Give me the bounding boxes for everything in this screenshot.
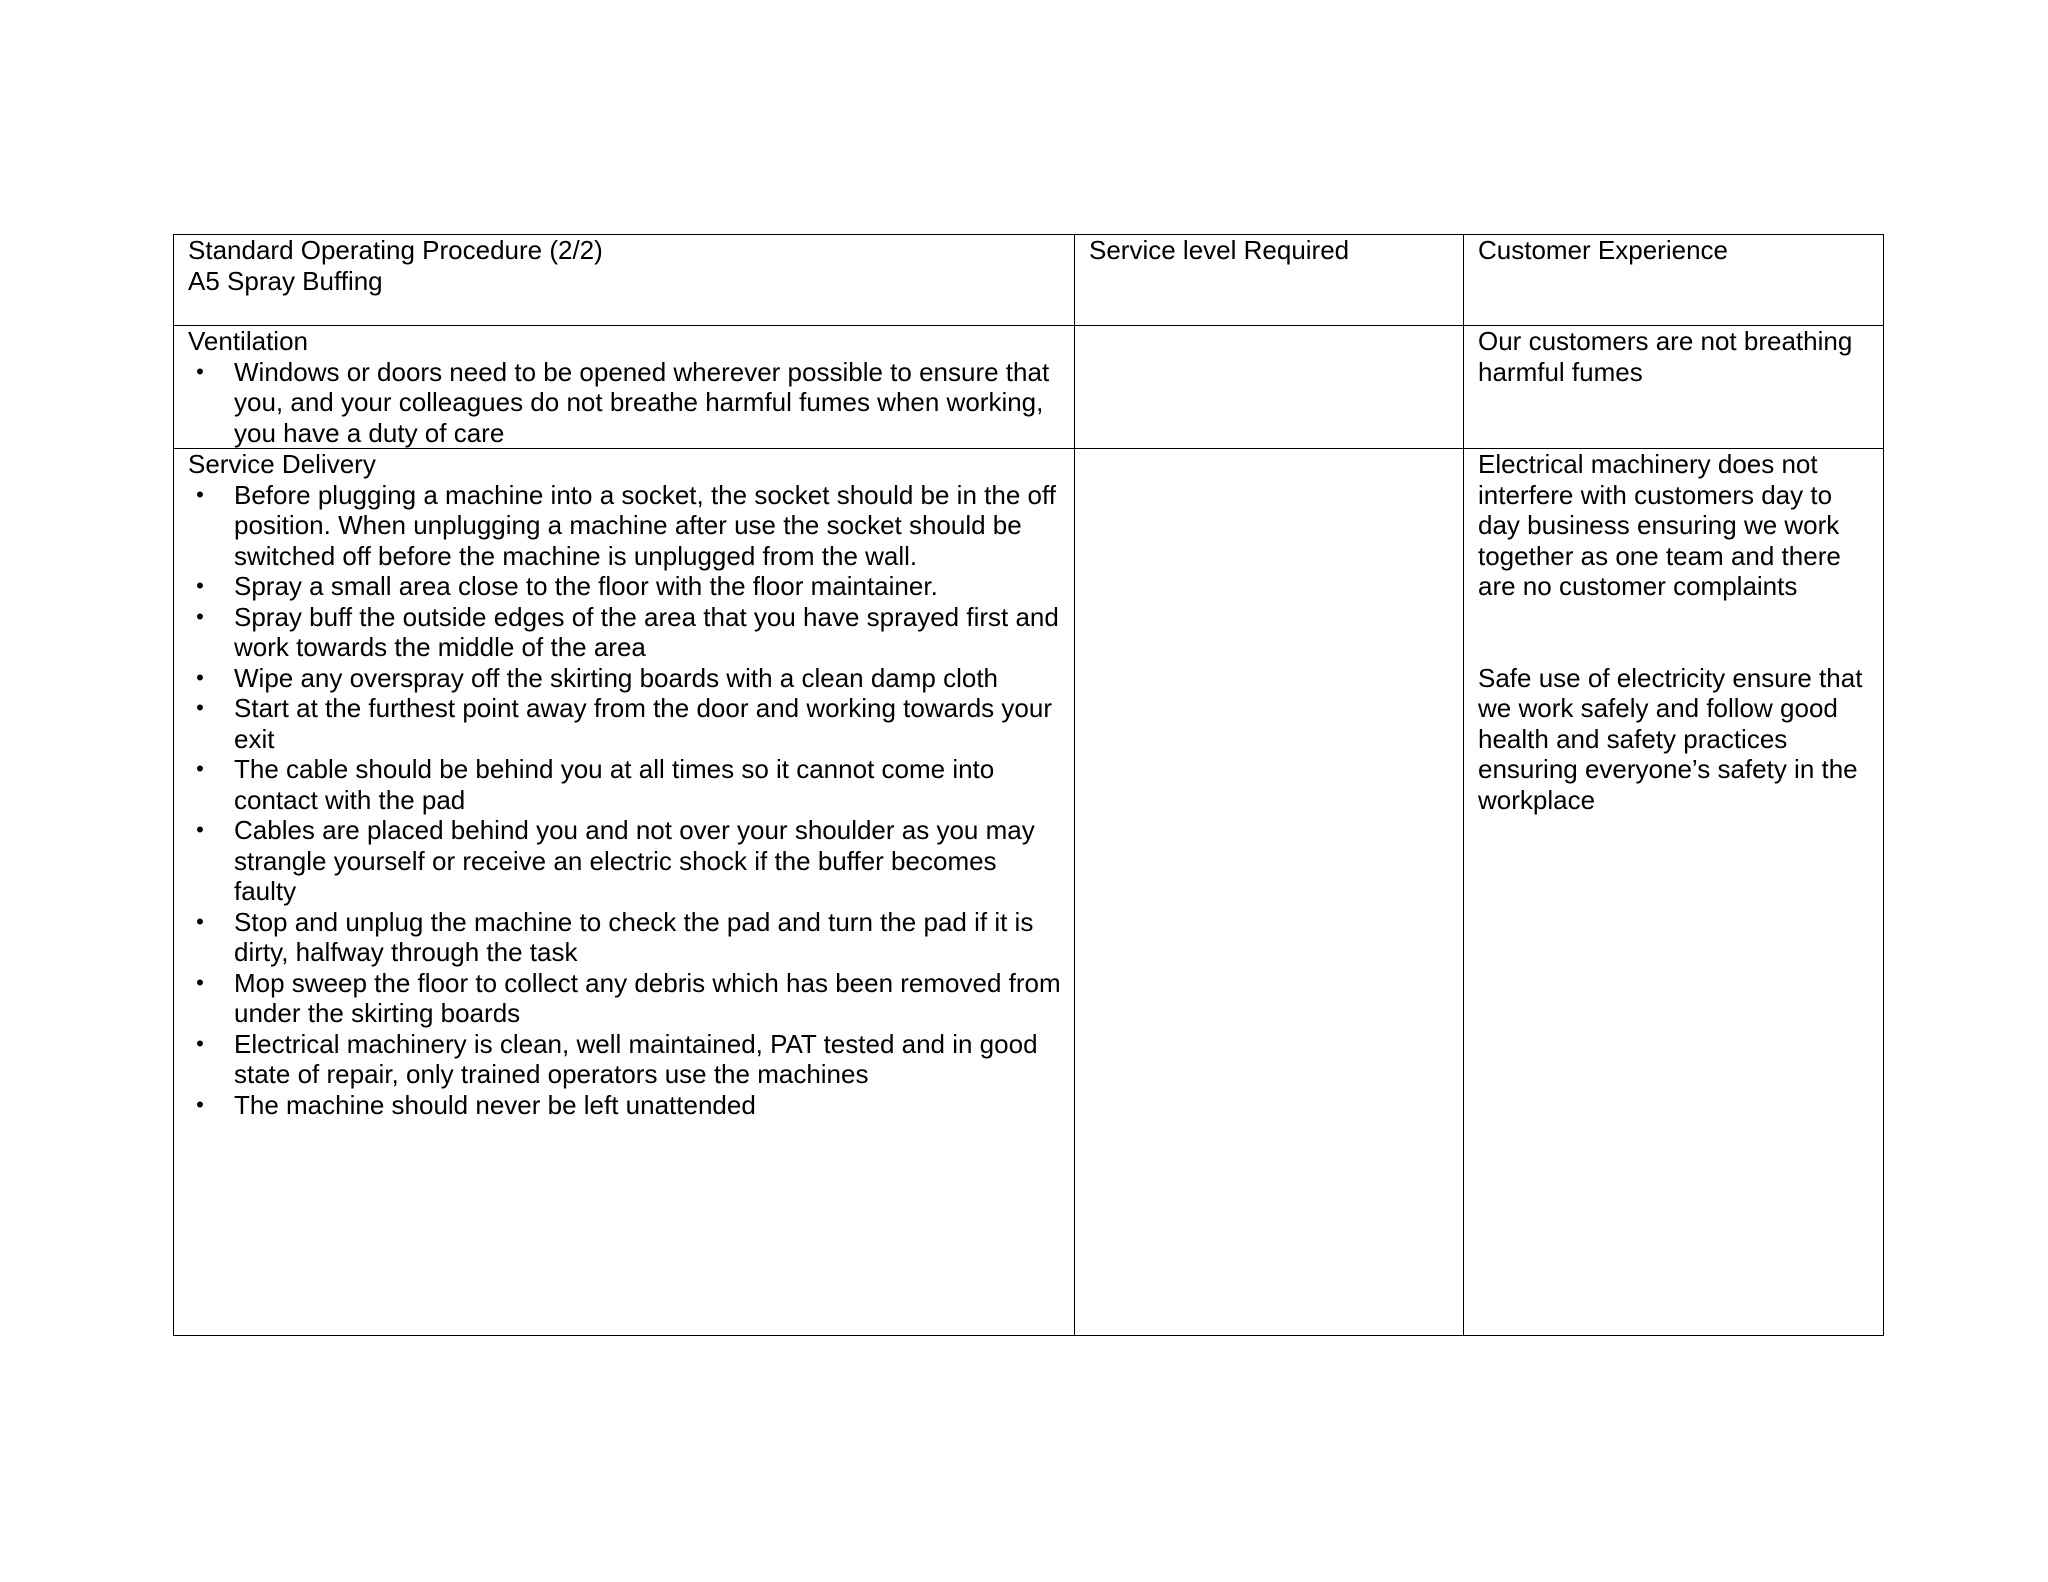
- list-item: [188, 968, 1062, 1029]
- service-level-label: Service level Required: [1089, 235, 1350, 265]
- list-item: [188, 571, 1062, 602]
- sop-subtitle: A5 Spray Buffing: [188, 265, 383, 296]
- ventilation-service-level-cell: [1075, 326, 1464, 449]
- bullet-icon: •: [196, 969, 204, 995]
- list-item-text: Start at the furthest point away from the door and working towards your exit: [234, 693, 1052, 754]
- list-item-text: Spray a small area close to the floor with the floor maintainer.: [234, 571, 938, 601]
- service-level-header: [1075, 235, 1464, 326]
- sop-table: [173, 234, 1884, 1336]
- bullet-icon: •: [196, 908, 204, 934]
- list-item: [188, 663, 1062, 694]
- service-delivery-cell: [174, 449, 1075, 1336]
- customer-experience-label: Customer Experience: [1478, 235, 1728, 265]
- service-delivery-list: [188, 480, 1062, 1121]
- list-item: [188, 693, 1062, 754]
- paragraph-spacer: [1478, 602, 1875, 663]
- bullet-icon: •: [196, 573, 204, 598]
- ventilation-customer-cell: [1464, 326, 1884, 449]
- header-row: [174, 235, 1884, 326]
- bullet-icon: •: [196, 664, 204, 690]
- list-item-text: Windows or doors need to be opened wherever possible to ensure that you, and your colleagues do not breathe harmful fumes when working, you have a duty of care: [234, 356, 1050, 448]
- list-item: [188, 754, 1062, 815]
- list-item-text: Spray buff the outside edges of the area that you have sprayed first and work towards the middle of the area: [234, 601, 1059, 662]
- service-delivery-heading: Service Delivery: [188, 449, 376, 479]
- list-item-text: Electrical machinery is clean, well maintained, PAT tested and in good state of repair, only trained operators use the machines: [234, 1028, 1038, 1089]
- list-item-text: Stop and unplug the machine to check the pad and turn the pad if it is dirty, halfway through the task: [234, 906, 1034, 967]
- bullet-icon: •: [196, 481, 204, 507]
- list-item-text: Wipe any overspray off the skirting boards with a clean damp cloth: [234, 662, 999, 693]
- bullet-icon: •: [196, 603, 204, 629]
- list-item-text: Before plugging a machine into a socket, the socket should be in the off position. When unplugging a machine after use the socket should be switched off before the machine is unplugged from the wall.: [234, 479, 1056, 571]
- ventilation-heading: Ventilation: [188, 326, 308, 356]
- list-item-text: The cable should be behind you at all times so it cannot come into contact with the pad: [234, 754, 995, 815]
- customer-experience-header: [1464, 235, 1884, 326]
- service-delivery-row: [174, 449, 1884, 1336]
- ventilation-cell: [174, 326, 1075, 449]
- bullet-icon: •: [196, 1030, 204, 1056]
- bullet-icon: •: [196, 358, 204, 384]
- list-item: [188, 1090, 1062, 1121]
- list-item-text: The machine should never be left unattended: [234, 1089, 756, 1120]
- ventilation-customer-text: Our customers are not breathing harmful fumes: [1478, 326, 1853, 387]
- bullet-icon: •: [196, 695, 204, 720]
- service-delivery-customer-cell: [1464, 449, 1884, 1336]
- service-delivery-service-level-cell: [1075, 449, 1464, 1336]
- list-item-text: Cables are placed behind you and not over your shoulder as you may strangle yourself or receive an electric shock if the buffer becomes faulty: [234, 815, 1035, 906]
- list-item: [188, 480, 1062, 572]
- customer-paragraph-2: Safe use of electricity ensure that we work safely and follow good health and safety practices ensuring everyone’s safety in the workplace: [1478, 662, 1863, 815]
- ventilation-row: [174, 326, 1884, 449]
- list-item: [188, 907, 1062, 968]
- list-item-text: Mop sweep the floor to collect any debris which has been removed from under the skirting boards: [234, 967, 1061, 1028]
- bullet-icon: •: [196, 817, 204, 842]
- bullet-icon: •: [196, 1091, 204, 1117]
- list-item: [188, 357, 1062, 449]
- sop-title: Standard Operating Procedure (2/2): [188, 235, 603, 265]
- sop-title-cell: [174, 235, 1075, 326]
- list-item: [188, 815, 1062, 907]
- ventilation-list: [188, 357, 1062, 449]
- list-item: [188, 1029, 1062, 1090]
- list-item: [188, 602, 1062, 663]
- customer-paragraph-1: Electrical machinery does not interfere with customers day to day business ensuring we work together as one team and there are no customer complaints: [1478, 449, 1841, 601]
- bullet-icon: •: [196, 756, 204, 781]
